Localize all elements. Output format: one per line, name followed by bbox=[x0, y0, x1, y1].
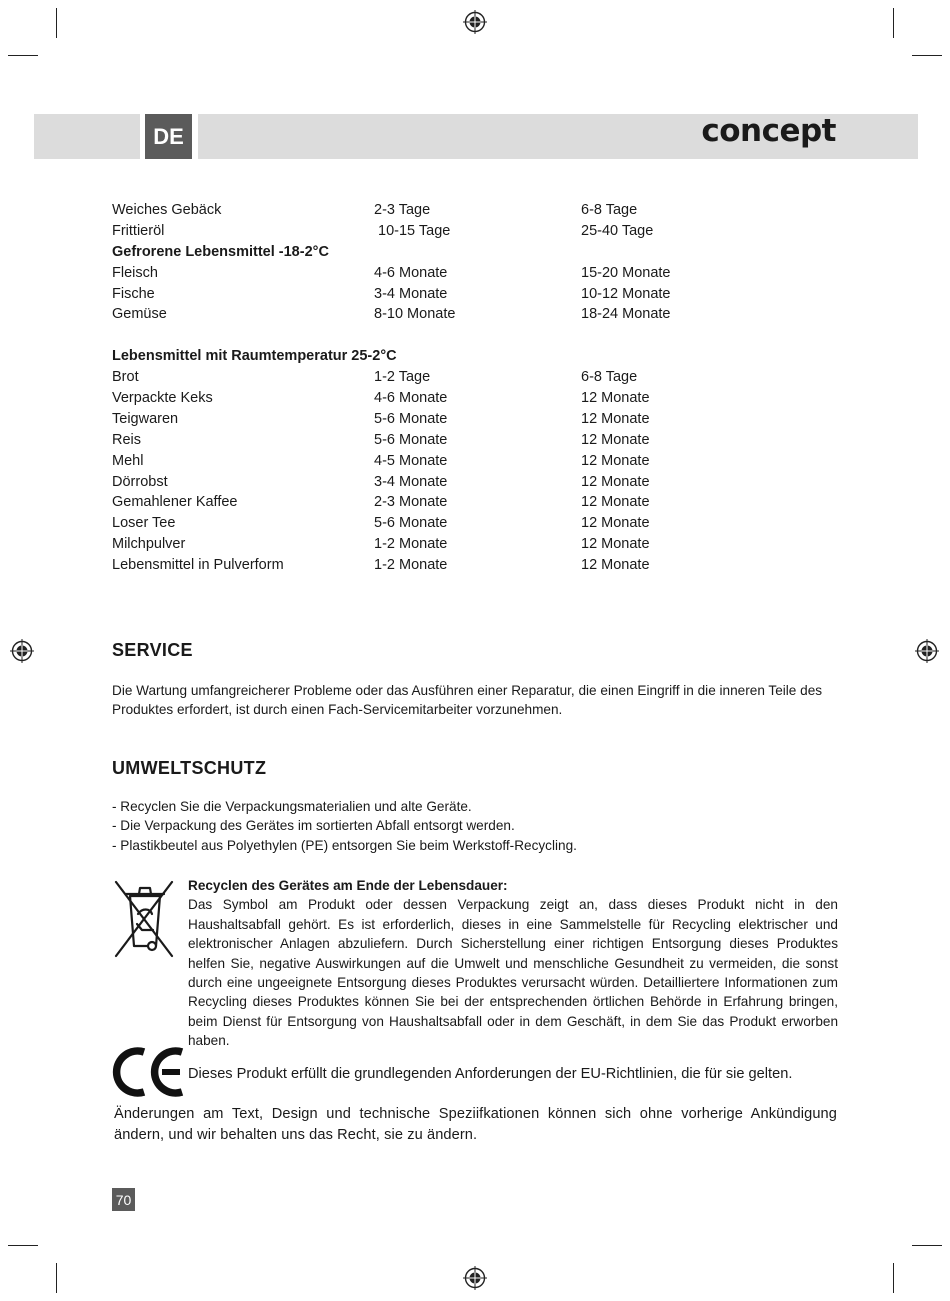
table-row: Milchpulver 1-2 Monate 12 Monate bbox=[112, 536, 650, 553]
registration-mark-icon bbox=[463, 10, 487, 34]
table-row: Fische 3-4 Monate 10-12 Monate bbox=[112, 285, 671, 302]
table-row: Frittieröl 10-15 Tage 25-40 Tage bbox=[112, 222, 654, 239]
ce-compliance-text: Dieses Produkt erfüllt die grundlegenden Anforderungen der EU-Richtlinien, die für sie gelten. bbox=[188, 1066, 793, 1082]
service-heading: SERVICE bbox=[112, 640, 193, 660]
environment-heading: UMWELTSCHUTZ bbox=[112, 758, 267, 778]
table-row: Fleisch 4-6 Monate 15-20 Monate bbox=[112, 264, 671, 281]
table-row: Teigwaren 5-6 Monate 12 Monate bbox=[112, 410, 650, 427]
table-row: Reis 5-6 Monate 12 Monate bbox=[112, 431, 650, 448]
frozen-heading: Gefrorene Lebensmittel -18-2°C bbox=[112, 243, 329, 260]
weee-paragraph bbox=[188, 876, 838, 1051]
table-row: Verpackte Keks 4-6 Monate 12 Monate bbox=[112, 390, 650, 407]
table-row: Gemüse 8-10 Monate 18-24 Monate bbox=[112, 306, 671, 323]
crop-mark bbox=[912, 1245, 942, 1246]
storage-table bbox=[112, 200, 732, 576]
brand-logo: concept bbox=[701, 113, 836, 149]
list-item: - Die Verpackung des Gerätes im sortierten Abfall entsorgt werden. bbox=[112, 818, 515, 834]
table-row: Mehl 4-5 Monate 12 Monate bbox=[112, 452, 650, 469]
crop-mark bbox=[8, 55, 38, 56]
table-row: Loser Tee 5-6 Monate 12 Monate bbox=[112, 515, 650, 532]
table-row: Weiches Gebäck 2-3 Tage 6-8 Tage bbox=[112, 202, 638, 218]
registration-mark-icon bbox=[463, 1266, 487, 1290]
table-row: Gemahlener Kaffee 2-3 Monate 12 Monate bbox=[112, 494, 650, 511]
service-text: Die Wartung umfangreicherer Probleme oder das Ausführen einer Reparatur, die einen Eingriff in die inneren Teile des Produktes erfordert, ist durch einen Fach-Servicemitarbeiter vorzunehmen. bbox=[112, 683, 823, 718]
changes-disclaimer: Änderungen am Text, Design und technische Speziifkationen können sich ohne vorherige Ankündigung ändern, und wir behalten uns das Recht, sie zu ändern. bbox=[114, 1106, 837, 1143]
table-row: Brot 1-2 Tage 6-8 Tage bbox=[112, 369, 638, 386]
crossed-bin-icon bbox=[112, 880, 176, 962]
list-item: - Recyclen Sie die Verpackungsmaterialien und alte Geräte. bbox=[112, 799, 472, 814]
crop-mark bbox=[893, 8, 894, 38]
crop-mark bbox=[893, 1263, 894, 1293]
room-temperature-heading: Lebensmittel mit Raumtemperatur 25-2°C bbox=[112, 348, 397, 365]
language-badge: DE bbox=[145, 114, 192, 159]
crop-mark bbox=[56, 8, 57, 38]
header-bar-left bbox=[34, 114, 140, 159]
crop-mark bbox=[912, 55, 942, 56]
table-row: Dörrobst 3-4 Monate 12 Monate bbox=[112, 473, 650, 490]
crop-mark bbox=[8, 1245, 38, 1246]
table-row: Lebensmittel in Pulverform 1-2 Monate 12 Monate bbox=[112, 557, 650, 574]
table-spacer bbox=[112, 325, 732, 346]
page-number: 70 bbox=[112, 1188, 135, 1211]
registration-mark-icon bbox=[10, 639, 34, 663]
ce-mark-icon bbox=[112, 1046, 186, 1098]
environment-bullets bbox=[112, 797, 852, 855]
registration-mark-icon bbox=[915, 639, 939, 663]
weee-text: Das Symbol am Produkt oder dessen Verpackung zeigt an, dass dieses Produkt nicht in den Haushaltsabfall gehört. Es ist erforderlich, dieses in eine Sammelstelle für Recycling elektrischer und elektronischer Anlagen abzuliefern. Durch Sicherstellung einer richtigen Entsorgung dieses Produktes helfen Sie, negative Auswirkungen auf die Umwelt und menschliche Gesundheit zu vermeiden, die sonst durch eine ungeeignete Entsorgung dieses Produktes verursacht würden. Detailliertere Informationen zum Recycling dieses Produktes können Sie bei der entsprechenden örtlichen Behörde in Erfahrung bringen, beim Dienst für Entsorgung von Haushaltsabfall oder in dem Geschäft, in dem Sie das Produkt erworben haben. bbox=[188, 897, 838, 1049]
list-item: - Plastikbeutel aus Polyethylen (PE) entsorgen Sie beim Werkstoff-Recycling. bbox=[112, 837, 577, 853]
crop-mark bbox=[56, 1263, 57, 1293]
weee-title: Recyclen des Gerätes am Ende der Lebensdauer: bbox=[188, 878, 508, 893]
